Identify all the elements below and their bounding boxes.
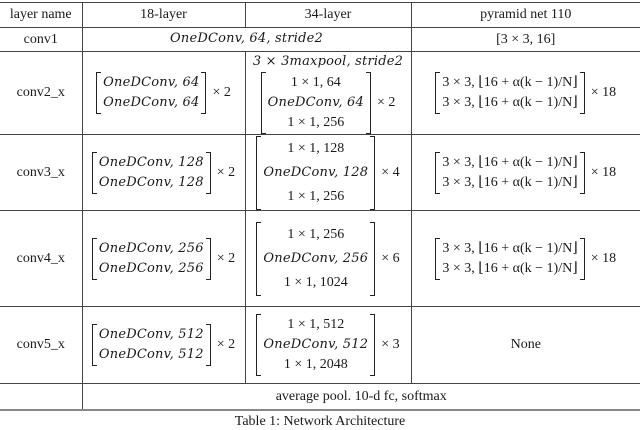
conv3-pyramid-spec [411,135,640,211]
right-bracket [580,238,585,280]
layer-name: conv4_x [0,211,82,307]
table-row-conv5 [0,307,640,384]
layer-name: conv3_x [0,135,82,211]
conv4-34-spec [245,211,411,307]
repeat-count: × 3 [381,337,400,353]
matrix-block [92,324,211,366]
header-row [0,3,640,28]
repeat-count: × 18 [590,164,617,180]
right-bracket [206,152,211,194]
right-bracket [206,238,211,280]
block-line: 3 × 3, ⌊16 + α(k − 1)/N⌋ [442,154,578,170]
repeat-count: × 2 [212,85,231,101]
matrix-block [256,136,375,210]
header-layer-name: layer name [0,3,82,28]
table-row-conv3 [0,135,640,211]
block-line: OneDConv, 256 [263,250,369,266]
repeat-count: × 18 [590,250,617,266]
right-bracket [370,136,375,210]
repeat-count: × 4 [381,164,400,180]
block-line: 3 × 3, ⌊16 + α(k − 1)/N⌋ [442,240,578,256]
table-caption: Table 1: Network Architecture [234,414,406,429]
right-bracket [201,72,206,114]
matrix-block [261,72,371,134]
matrix-block [92,152,211,194]
block-line: OneDConv, 512 [98,347,204,362]
repeat-count: × 2 [216,337,236,353]
table-row-conv2 [0,52,640,135]
header-18-layer: 18-layer [82,3,245,28]
block-line: 3 × 3, ⌊16 + α(k − 1)/N⌋ [442,260,578,276]
block-line: OneDConv, 64 [103,75,200,90]
conv3-18-spec [82,135,245,211]
conv2-pyramid-spec [411,52,640,135]
conv1-resnet-spec: OneDConv, 64, stride2 [82,28,411,52]
conv4-pyramid-spec [411,211,640,307]
block-line: 1 × 1, 2048 [283,357,348,372]
header-pyramid-net: pyramid net 110 [411,3,640,28]
layer-name: conv5_x [0,307,82,384]
network-architecture-table [0,2,640,411]
layer-name: conv2_x [0,52,82,135]
block-line: OneDConv, 256 [98,240,204,256]
conv3-34-spec [245,135,411,211]
block-line: 1 × 1, 64 [290,75,341,90]
repeat-count: × 2 [376,95,396,111]
right-bracket [370,222,375,296]
matrix-block [92,238,211,280]
right-bracket [580,72,585,114]
table-row-conv4 [0,211,640,307]
table-row-conv1 [0,28,640,52]
block-line: OneDConv, 128 [98,154,204,170]
table-row-final [0,384,640,410]
repeat-count: × 6 [381,250,400,266]
block-line: 3 × 3, ⌊16 + α(k − 1)/N⌋ [442,95,578,110]
header-34-layer: 34-layer [245,3,411,28]
matrix-block [435,72,584,114]
repeat-count: × 18 [590,85,617,101]
block-line: OneDConv, 512 [98,327,204,342]
right-bracket [370,314,375,376]
block-line: 1 × 1, 256 [287,226,345,242]
matrix-block [435,152,584,194]
conv2-18-spec [82,52,245,135]
conv5-18-spec [82,307,245,384]
maxpool-line: 3 × 3maxpool, stride2 [252,54,404,69]
matrix-block [435,238,584,280]
block-line: OneDConv, 64 [267,95,364,110]
conv5-34-spec [245,307,411,384]
block-line: OneDConv, 256 [98,260,204,276]
right-bracket [366,72,371,134]
matrix-block [256,222,375,296]
layer-name: conv1 [0,28,82,52]
right-bracket [580,152,585,194]
block-line: 1 × 1, 1024 [283,274,348,290]
block-line: 1 × 1, 256 [287,188,345,204]
conv5-pyramid-spec: None [411,307,640,384]
block-line: OneDConv, 512 [263,337,369,352]
block-line: OneDConv, 128 [263,164,369,180]
final-layers-spec: average pool. 10-d fc, softmax [82,384,640,410]
block-line: 1 × 1, 128 [287,140,345,156]
matrix-block [256,314,375,376]
matrix-block [96,72,206,114]
block-line: 3 × 3, ⌊16 + α(k − 1)/N⌋ [442,174,578,190]
block-line: OneDConv, 128 [98,174,204,190]
right-bracket [206,324,211,366]
conv1-pyramid-spec: [3 × 3, 16] [411,28,640,52]
conv2-34-spec [245,52,411,135]
block-line: 3 × 3, ⌊16 + α(k − 1)/N⌋ [442,75,578,90]
block-line: 1 × 1, 512 [287,317,345,332]
block-line: 1 × 1, 256 [287,115,345,130]
repeat-count: × 2 [216,250,236,266]
conv4-18-spec [82,211,245,307]
layer-name [0,384,82,410]
repeat-count: × 2 [216,164,236,180]
block-line: OneDConv, 64 [103,95,200,110]
